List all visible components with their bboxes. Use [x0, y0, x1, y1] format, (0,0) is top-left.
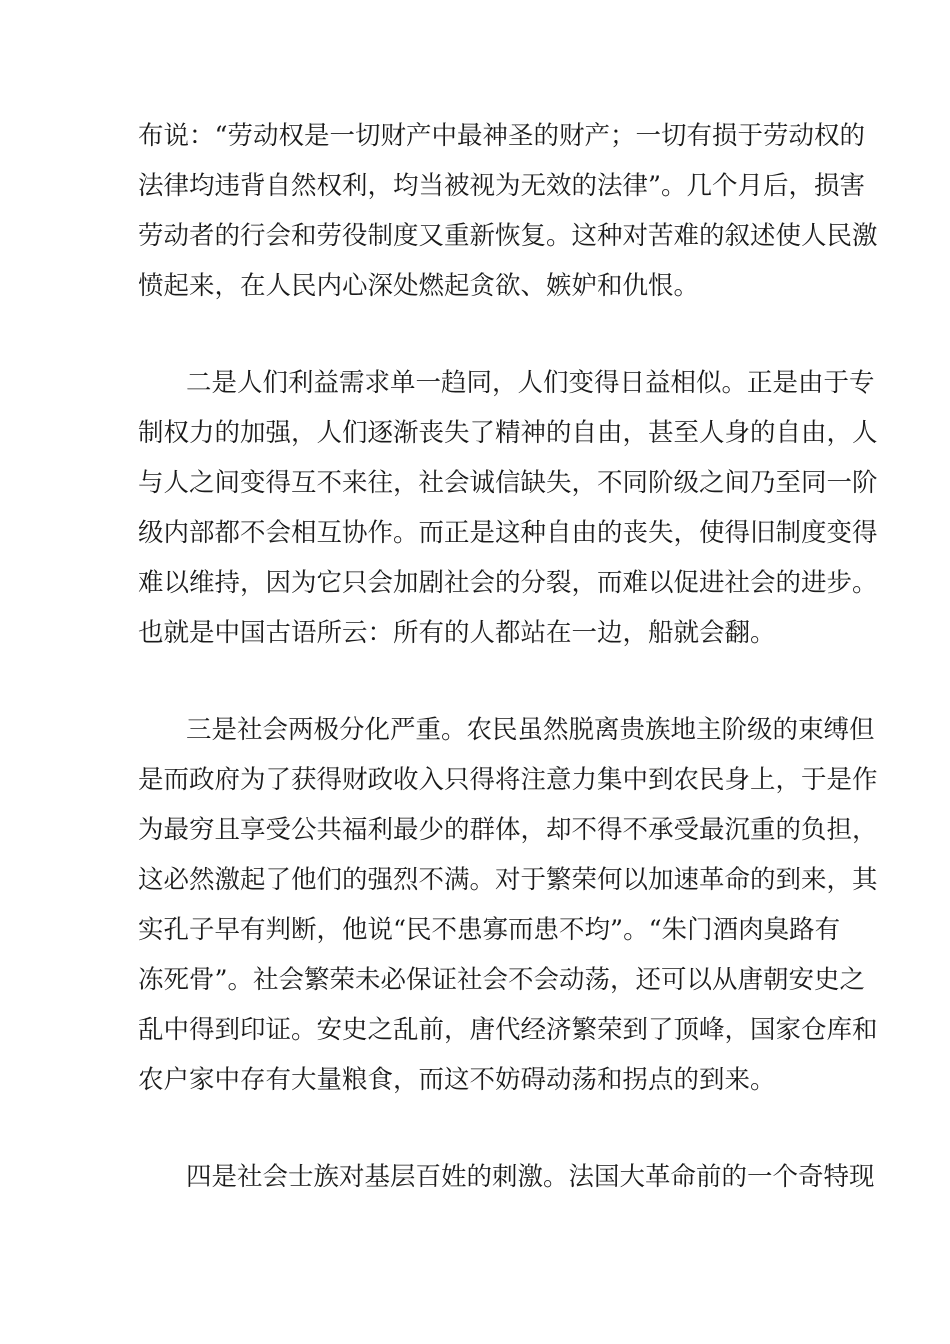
- paragraph-2-line-6: 也就是中国古语所云：所有的人都站在一边，船就会翻。: [138, 618, 776, 648]
- paragraph-2-line-5: 难以维持，因为它只会加剧社会的分裂，而难以促进社会的进步。: [138, 568, 878, 598]
- paragraph-3-line-2: 是而政府为了获得财政收入只得将注意力集中到农民身上，于是作: [138, 765, 878, 795]
- paragraph-3-line-3: 为最穷且享受公共福利最少的群体，却不得不承受最沉重的负担，: [138, 815, 878, 845]
- paragraph-4-line-1: 四是社会士族对基层百姓的刺激。法国大革命前的一个奇特现: [186, 1162, 875, 1192]
- paragraph-2-line-2: 制权力的加强，人们逐渐丧失了精神的自由，甚至人身的自由，人: [138, 418, 878, 448]
- paragraph-1-line-3: 劳动者的行会和劳役制度又重新恢复。这种对苦难的叙述使人民激: [138, 221, 878, 251]
- paragraph-3-line-8: 农户家中存有大量粮食，而这不妨碍动荡和拐点的到来。: [138, 1065, 776, 1095]
- paragraph-3-line-6: 冻死骨”。社会繁荣未必保证社会不会动荡，还可以从唐朝安史之: [138, 965, 866, 995]
- paragraph-3-line-5: 实孔子早有判断，他说“民不患寡而患不均”。“朱门酒肉臭路有: [138, 915, 841, 945]
- paragraph-2-line-3: 与人之间变得互不来往，社会诚信缺失，不同阶级之间乃至同一阶: [138, 468, 878, 498]
- paragraph-2-line-1: 二是人们利益需求单一趋同，人们变得日益相似。正是由于专: [186, 368, 875, 398]
- paragraph-1-line-1: 布说：“劳动权是一切财产中最神圣的财产；一切有损于劳动权的: [138, 121, 866, 151]
- paragraph-2-line-4: 级内部都不会相互协作。而正是这种自由的丧失，使得旧制度变得: [138, 518, 878, 548]
- paragraph-1-line-4: 愤起来，在人民内心深处燃起贪欲、嫉妒和仇恨。: [138, 271, 700, 301]
- paragraph-3-line-1: 三是社会两极分化严重。农民虽然脱离贵族地主阶级的束缚但: [186, 715, 875, 745]
- paragraph-1-line-2: 法律均违背自然权利，均当被视为无效的法律”。几个月后，损害: [138, 171, 866, 201]
- paragraph-3-line-7: 乱中得到印证。安史之乱前，唐代经济繁荣到了顶峰，国家仓库和: [138, 1015, 878, 1045]
- paragraph-3-line-4: 这必然激起了他们的强烈不满。对于繁荣何以加速革命的到来，其: [138, 865, 878, 895]
